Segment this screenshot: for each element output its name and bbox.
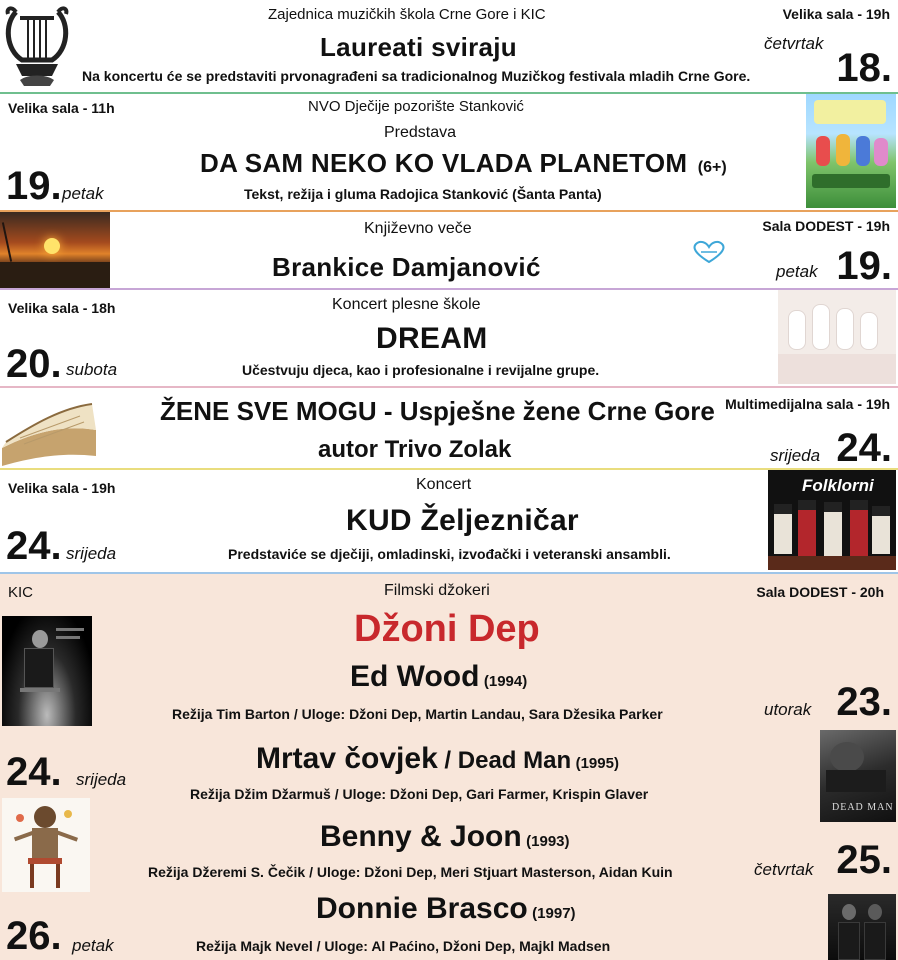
date-number: 25. [836, 838, 892, 882]
organizer-text: NVO Dječije pozorište Stanković [308, 98, 524, 115]
film-title-row [256, 742, 619, 776]
date-number: 19. [6, 164, 62, 208]
event-title: Laureati sviraju [320, 32, 517, 62]
film-year: (1993) [526, 833, 570, 850]
event-zene-sve-mogu [0, 388, 898, 468]
hall-label: Velika sala - 19h [782, 6, 890, 22]
weekday-label: četvrtak [764, 34, 824, 53]
age-rating: (6+) [697, 159, 727, 176]
hall-label: Velika sala - 19h [8, 480, 116, 496]
date-number: 24. [6, 524, 62, 568]
event-description: Tekst, režija i gluma Radojica Stanković (Šanta Panta) [244, 186, 602, 202]
film-subtitle: / Dead Man [437, 747, 572, 774]
date-number: 20. [6, 342, 62, 386]
sunset-image [0, 212, 110, 288]
film-credits: Režija Tim Barton / Uloge: Džoni Dep, Martin Landau, Sara Džesika Parker [172, 706, 663, 722]
folklore-image [768, 470, 896, 570]
event-title: DA SAM NEKO KO VLADA PLANETOM [200, 148, 688, 178]
organizer-text: Zajednica muzičkih škola Crne Gore i KIC [268, 6, 546, 23]
weekday-label: petak [72, 936, 114, 955]
film-year: (1997) [532, 905, 576, 922]
film-year: (1994) [483, 673, 528, 690]
hall-label: Sala DODEST - 20h [756, 584, 884, 600]
film-headline: Džoni Dep [354, 608, 540, 650]
donnie-brasco-poster-image [828, 894, 896, 960]
event-knjizevno-vece [0, 212, 898, 288]
category-text: Predstava [384, 124, 457, 141]
weekday-label: srijeda [66, 544, 117, 563]
film-title: Benny & Joon [320, 820, 522, 853]
event-description: Na koncertu će se predstaviti prvonagrađeni sa tradicionalnog Muzičkog festivala mladih Crne Gore. [82, 68, 751, 84]
dance-school-image [778, 290, 896, 384]
event-planeta [0, 94, 898, 210]
author-text: autor Trivo Zolak [318, 436, 512, 463]
hall-label: Multimedijalna sala - 19h [725, 396, 890, 412]
film-section [0, 574, 898, 960]
category-text: Književno veče [364, 220, 472, 237]
lyre-icon [2, 2, 72, 88]
hall-label: Velika sala - 18h [8, 300, 116, 316]
weekday-label: srijeda [76, 770, 127, 789]
weekday-label: petak [62, 184, 104, 203]
film-title-row [316, 892, 576, 926]
hall-label: Velika sala - 11h [8, 100, 115, 116]
weekday-label: srijeda [770, 446, 821, 465]
weekday-label: četvrtak [754, 860, 814, 879]
film-credits: Režija Majk Nevel / Uloge: Al Paćino, Džoni Dep, Majkl Madsen [196, 938, 611, 954]
date-number: 23. [836, 680, 892, 724]
event-laureati [0, 0, 898, 92]
film-credits: Režija Džeremi S. Čečik / Uloge: Džoni Dep, Meri Stjuart Masterson, Aidan Kuin [148, 864, 673, 880]
benny-joon-poster-image [2, 798, 90, 892]
film-title-row [350, 660, 527, 694]
ed-wood-poster-image [2, 616, 92, 726]
event-title-group [200, 148, 727, 179]
event-description: Predstaviće se dječiji, omladinski, izvođački i veteranski ansambli. [228, 546, 671, 562]
date-number: 18. [836, 46, 892, 90]
event-title: KUD Željezničar [346, 504, 579, 537]
date-number: 24. [836, 426, 892, 468]
event-kud [0, 470, 898, 572]
hall-label: Sala DODEST - 19h [762, 218, 890, 234]
dead-man-poster-text: DEAD MAN [832, 802, 894, 813]
weekday-label: subota [66, 360, 118, 379]
event-title: Brankice Damjanović [272, 252, 541, 282]
event-dream [0, 290, 898, 386]
event-subtitle: - Uspješne žene Crne Gore [376, 396, 715, 426]
weekday-label: petak [776, 262, 818, 281]
film-title-row [320, 820, 570, 854]
organizer-text: KIC [8, 584, 34, 601]
event-description: Učestvuju djeca, kao i profesionalne i revijalne grupe. [242, 362, 600, 378]
film-credits: Režija Džim Džarmuš / Uloge: Džoni Dep, Gari Farmer, Krispin Glaver [190, 786, 649, 802]
weekday-label: utorak [764, 700, 812, 719]
date-number: 19. [836, 244, 892, 288]
date-number: 24. [6, 750, 62, 794]
category-text: Koncert [416, 476, 472, 493]
event-title-group [160, 396, 715, 427]
category-text: Filmski džokeri [384, 582, 490, 599]
film-title: Mrtav čovjek [256, 742, 438, 775]
folklore-poster-text: Folklorni [802, 476, 874, 495]
film-year: (1995) [575, 755, 619, 772]
film-title: Ed Wood [350, 660, 480, 693]
heart-logo-icon [690, 240, 728, 264]
book-image [0, 394, 100, 466]
event-title: DREAM [376, 322, 488, 355]
theater-poster-image [806, 94, 896, 208]
date-number: 26. [6, 914, 62, 958]
event-title: ŽENE SVE MOGU [160, 396, 377, 426]
film-title: Donnie Brasco [316, 892, 528, 925]
category-text: Koncert plesne škole [332, 296, 481, 313]
dead-man-poster-image [820, 730, 896, 822]
